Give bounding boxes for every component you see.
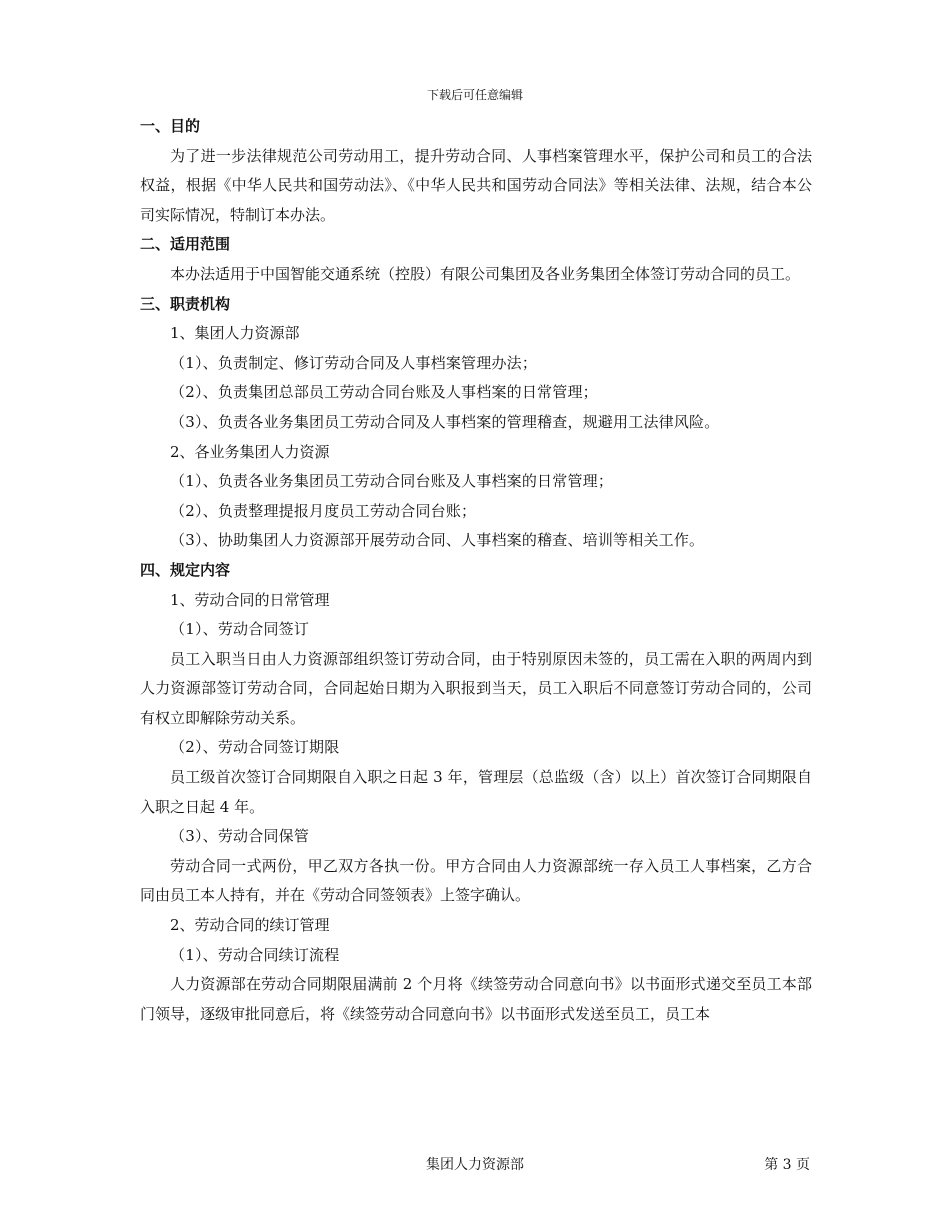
- subsection-title: 1、劳动合同的日常管理: [170, 590, 330, 609]
- document-body: [140, 112, 812, 1029]
- subsection-title: 2、劳动合同的续订管理: [170, 916, 330, 935]
- footer-department: 集团人力资源部: [426, 1157, 524, 1173]
- list-item: （3）、协助集团人力资源部开展劳动合同、人事档案的稽查、培训等相关工作。: [170, 531, 705, 550]
- item-title: （1）、劳动合同续订流程: [170, 945, 340, 964]
- item-paragraph: 员工级首次签订合同期限自入职之日起 3 年，管理层（总监级（含）以上）首次签订合同期限自入职之日起 4 年。: [140, 768, 812, 816]
- list-item: （2）、负责整理提报月度员工劳动合同台账；: [170, 501, 477, 520]
- section-paragraph-purpose: 为了进一步法律规范公司劳动用工，提升劳动合同、人事档案管理水平，保护公司和员工的合法权益，根据《中华人民共和国劳动法》、《中华人民共和国劳动合同法》等相关法律、法规，结合本公司实际情况，特制订本办法。: [140, 146, 812, 224]
- subsection-title: 2、各业务集团人力资源: [170, 442, 330, 461]
- section-paragraph-scope: 本办法适用于中国智能交通系统（控股）有限公司集团及各业务集团全体签订劳动合同的员工。: [170, 264, 801, 283]
- item-paragraph: 人力资源部在劳动合同期限届满前 2 个月将《续签劳动合同意向书》以书面形式递交至员工本部门领导，逐级审批同意后，将《续签劳动合同意向书》以书面形式发送至员工，员工本: [140, 975, 812, 1023]
- section-heading-scope: 二、适用范围: [140, 235, 231, 254]
- page-header-note: 下载后可任意编辑: [426, 88, 523, 102]
- subsection-title: 1、集团人力资源部: [170, 324, 300, 343]
- item-title: （1）、劳动合同签订: [170, 620, 310, 639]
- list-item: （2）、负责集团总部员工劳动合同台账及人事档案的日常管理；: [170, 383, 598, 402]
- section-heading-purpose: 一、目的: [140, 117, 201, 135]
- section-heading-provisions: 四、规定内容: [140, 560, 231, 579]
- section-heading-responsibilities: 三、职责机构: [140, 294, 231, 313]
- item-title: （3）、劳动合同保管: [170, 827, 310, 846]
- list-item: （1）、负责各业务集团员工劳动合同台账及人事档案的日常管理；: [170, 472, 614, 491]
- item-title: （2）、劳动合同签订期限: [170, 738, 340, 757]
- page-number: 第 3 页: [764, 1157, 810, 1173]
- list-item: （1）、负责制定、修订劳动合同及人事档案管理办法；: [170, 353, 538, 372]
- item-paragraph: 劳动合同一式两份，甲乙双方各执一份。甲方合同由人力资源部统一存入员工人事档案，乙方合同由员工本人持有，并在《劳动合同签领表》上签字确认。: [140, 856, 812, 905]
- item-paragraph: 员工入职当日由人力资源部组织签订劳动合同，由于特别原因未签的，员工需在入职的两周内到人力资源部签订劳动合同，合同起始日期为入职报到当天，员工入职后不同意签订劳动合同的，公司有权立即解除劳动关系。: [140, 649, 812, 727]
- page-footer: [0, 1156, 950, 1174]
- list-item: （3）、负责各业务集团员工劳动合同及人事档案的管理稽查，规避用工法律风险。: [170, 412, 720, 431]
